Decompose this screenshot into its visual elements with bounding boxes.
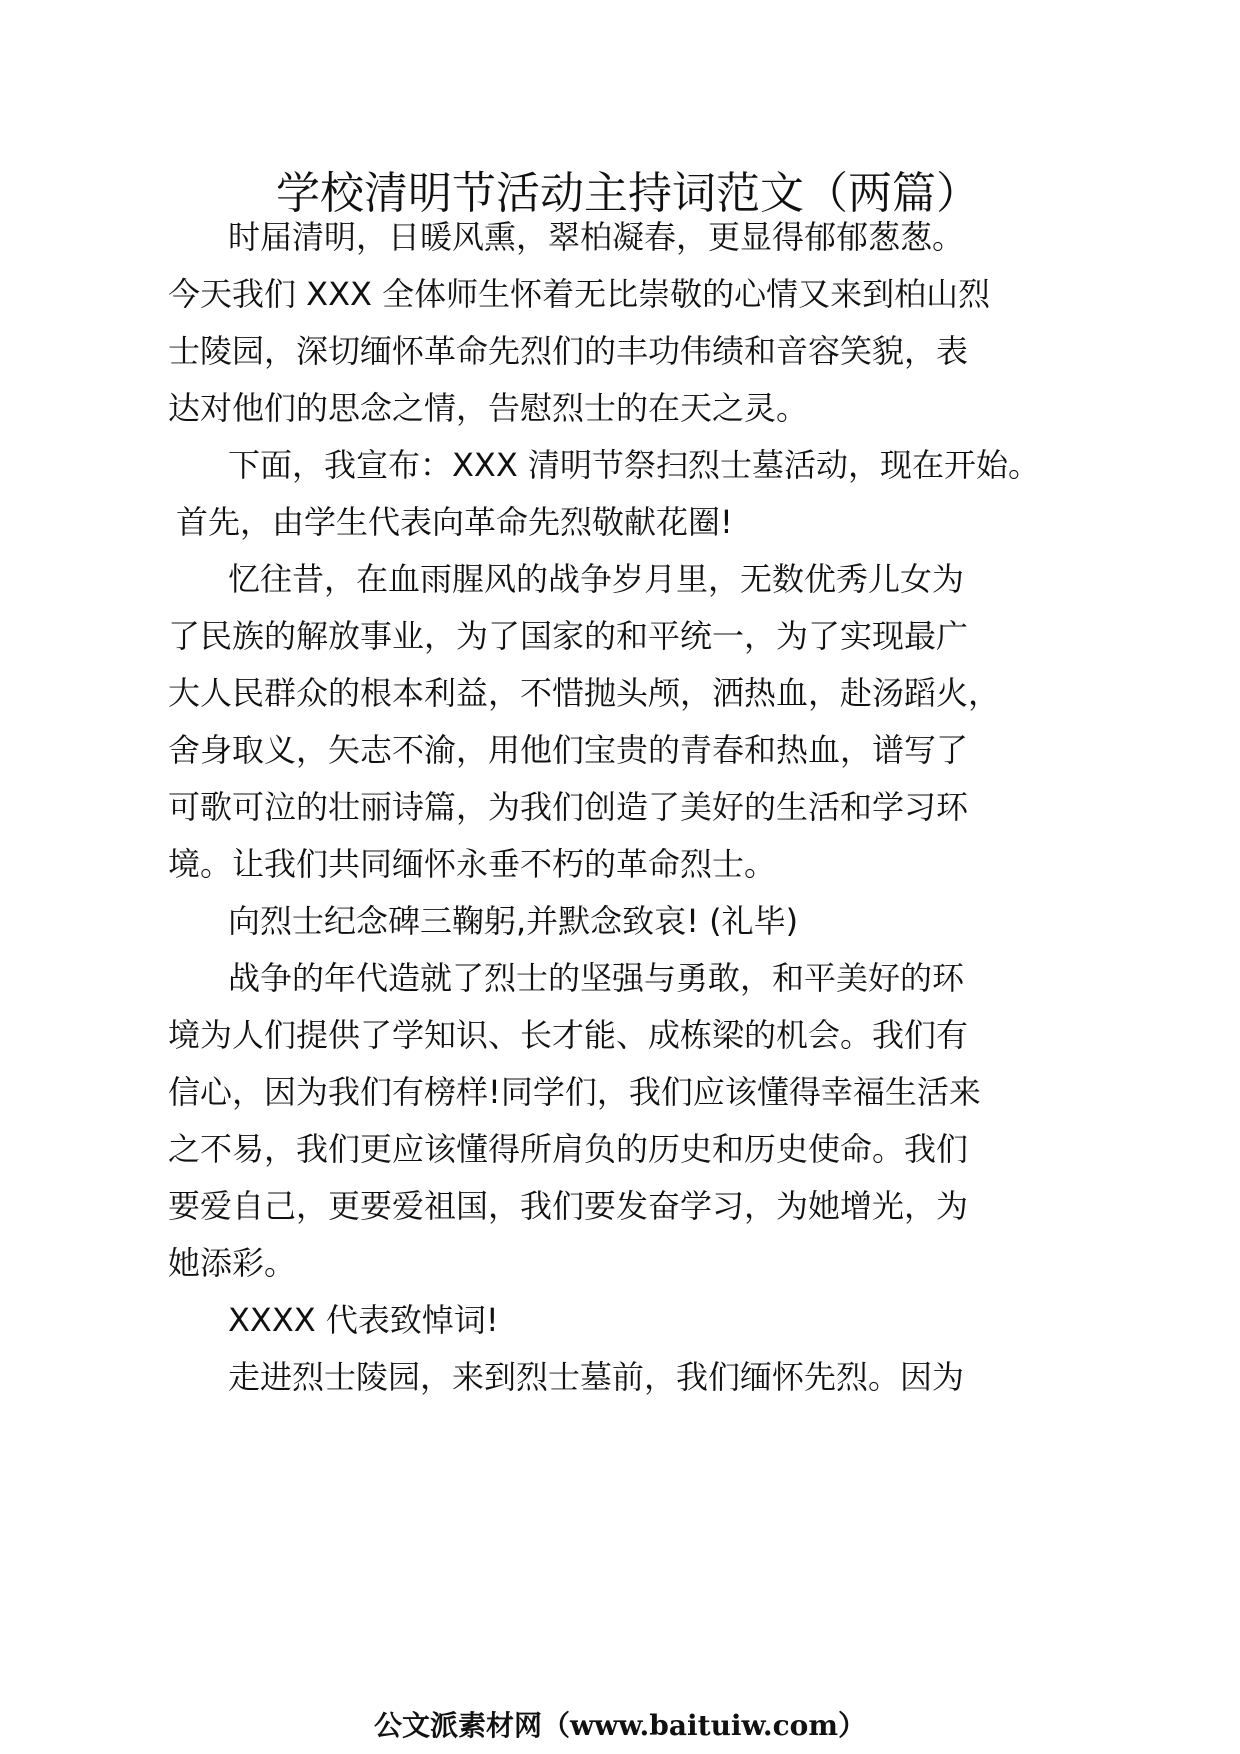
document-title: 学校清明节活动主持词范文（两篇） xyxy=(276,168,980,219)
paragraph-line: 首先，由学生代表向革命先烈敬献花圈! xyxy=(176,503,733,541)
paragraph-line: 要爱自己，更要爱祖国，我们要发奋学习，为她增光，为 xyxy=(168,1187,969,1225)
paragraph-line: 了民族的解放事业，为了国家的和平统一，为了实现最广 xyxy=(168,617,969,655)
paragraph-line: 走进烈士陵园，来到烈士墓前，我们缅怀先烈。因为 xyxy=(228,1358,965,1396)
paragraph-line: 达对他们的思念之情，告慰烈士的在天之灵。 xyxy=(168,389,809,427)
paragraph-line: XXXX 代表致悼词! xyxy=(228,1301,499,1339)
paragraph-line: 可歌可泣的壮丽诗篇，为我们创造了美好的生活和学习环 xyxy=(168,788,969,826)
paragraph-line: 之不易，我们更应该懂得所肩负的历史和历史使命。我们 xyxy=(168,1130,969,1168)
paragraph-line: 她添彩。 xyxy=(168,1244,297,1282)
footer-watermark-text: 公文派素材网（www.baituiw.com） xyxy=(374,1709,866,1742)
paragraph-line: 士陵园，深切缅怀革命先烈们的丰功伟绩和音容笑貌，表 xyxy=(168,332,969,370)
paragraph-line: 今天我们 XXX 全体师生怀着无比崇敬的心情又来到柏山烈 xyxy=(168,275,991,313)
paragraph-line: 战争的年代造就了烈士的坚强与勇敢，和平美好的环 xyxy=(228,959,965,997)
paragraph-line: 时届清明，日暖风熏，翠柏凝春，更显得郁郁葱葱。 xyxy=(228,218,965,256)
paragraph-line: 境。让我们共同缅怀永垂不朽的革命烈士。 xyxy=(168,845,777,883)
paragraph-line: 下面，我宣布：XXX 清明节祭扫烈士墓活动，现在开始。 xyxy=(228,446,1040,484)
paragraph-line: 忆往昔，在血雨腥风的战争岁月里，无数优秀儿女为 xyxy=(228,560,965,598)
paragraph-line: 大人民群众的根本利益，不惜抛头颅，洒热血，赴汤蹈火， xyxy=(168,674,1001,712)
paragraph-line: 舍身取义，矢志不渝，用他们宝贵的青春和热血，谱写了 xyxy=(168,731,969,769)
paragraph-line: 信心，因为我们有榜样!同学们，我们应该懂得幸福生活来 xyxy=(168,1073,981,1111)
paragraph-line: 境为人们提供了学知识、长才能、成栋梁的机会。我们有 xyxy=(168,1016,969,1054)
paragraph-line: 向烈士纪念碑三鞠躬,并默念致哀! (礼毕) xyxy=(228,902,799,940)
